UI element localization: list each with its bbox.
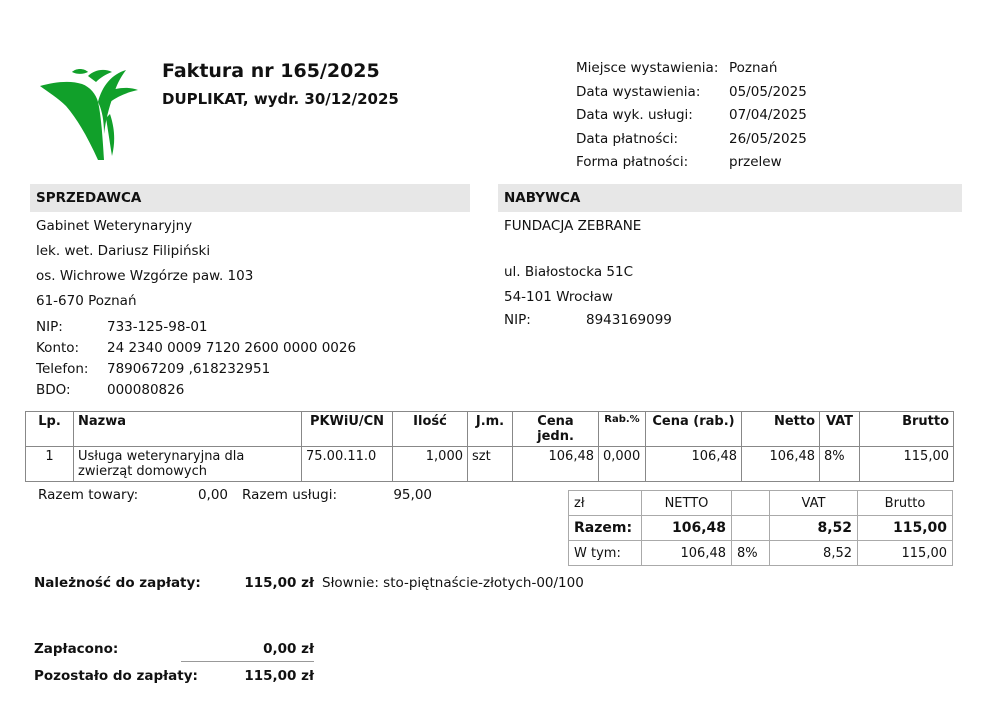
seller-phone: Telefon: 789067209 ,618232951 [36,361,271,377]
buyer-name: FUNDACJA ZEBRANE [504,218,642,234]
invoice-title: Faktura nr 165/2025 [162,60,380,82]
amount-due-value: 115,00 zł [244,575,314,591]
invoice-duplicate-note: DUPLIKAT, wydr. 30/12/2025 [162,90,399,108]
seller-name: Gabinet Weterynaryjny [36,218,193,234]
services-total-value: 95,00 [393,487,432,503]
col-name: Nazwa [74,412,302,447]
seller-nip: NIP: 733-125-98-01 [36,319,208,335]
goods-total-label: Razem towary: [38,487,139,503]
seller-bdo: BDO: 000080826 [36,382,185,398]
summary-total-row: Razem: 106,48 8,52 115,00 [569,516,953,541]
col-unit: J.m. [468,412,513,447]
seller-heading: SPRZEDAWCA [30,184,470,212]
summary-including-row: W tym: 106,48 8% 8,52 115,00 [569,541,953,566]
seller-address: os. Wichrowe Wzgórze paw. 103 [36,268,254,284]
col-gross: Brutto [860,412,954,447]
amount-due-label: Należność do zapłaty: [34,575,201,591]
meta-place: Miejsce wystawienia: Poznań [576,60,778,76]
summary-header-row: zł NETTO VAT Brutto [569,491,953,516]
col-price-discounted: Cena (rab.) [646,412,742,447]
items-table [25,411,954,482]
col-lp: Lp. [26,412,74,447]
col-qty: Ilość [393,412,468,447]
buyer-city: 54-101 Wrocław [504,289,613,305]
meta-issue-date: Data wystawienia: 05/05/2025 [576,83,807,100]
seller-city: 61-670 Poznań [36,293,137,309]
col-vat: VAT [820,412,860,447]
meta-payment-method: Forma płatności: przelew [576,154,782,170]
col-price: Cena jedn. [513,412,599,447]
amount-in-words: Słownie: sto-piętnaście-złotych-00/100 [322,575,584,591]
buyer-nip: NIP: 8943169099 [504,312,672,328]
divider [181,661,314,662]
col-net: Netto [742,412,820,447]
paid-value: 0,00 zł [263,641,314,657]
meta-payment-date: Data płatności: 26/05/2025 [576,130,807,147]
table-row: 1 Usługa weterynaryjna dla zwierząt domowych 75.00.11.0 1,000 szt 106,48 0,000 106,48 106,48 8% 115,00 [26,447,954,482]
goods-total-value: 0,00 [197,487,228,503]
col-pkwiu: PKWiU/CN [302,412,393,447]
veterinary-logo-icon [32,64,140,164]
services-total-label: Razem usługi: [242,487,338,503]
remaining-value: 115,00 zł [244,668,314,684]
buyer-heading: NABYWCA [498,184,962,212]
invoice-meta [576,60,807,178]
items-header-row [26,412,954,447]
paid-label: Zapłacono: [34,641,119,657]
seller-owner: lek. wet. Dariusz Filipiński [36,243,211,259]
meta-service-date: Data wyk. usługi: 07/04/2025 [576,107,807,123]
col-discount: Rab.% [599,412,646,447]
seller-account: Konto: 24 2340 0009 7120 2600 0000 0026 [36,340,357,356]
vat-summary-table [568,490,953,566]
remaining-label: Pozostało do zapłaty: [34,668,198,684]
buyer-address: ul. Białostocka 51C [504,264,634,280]
